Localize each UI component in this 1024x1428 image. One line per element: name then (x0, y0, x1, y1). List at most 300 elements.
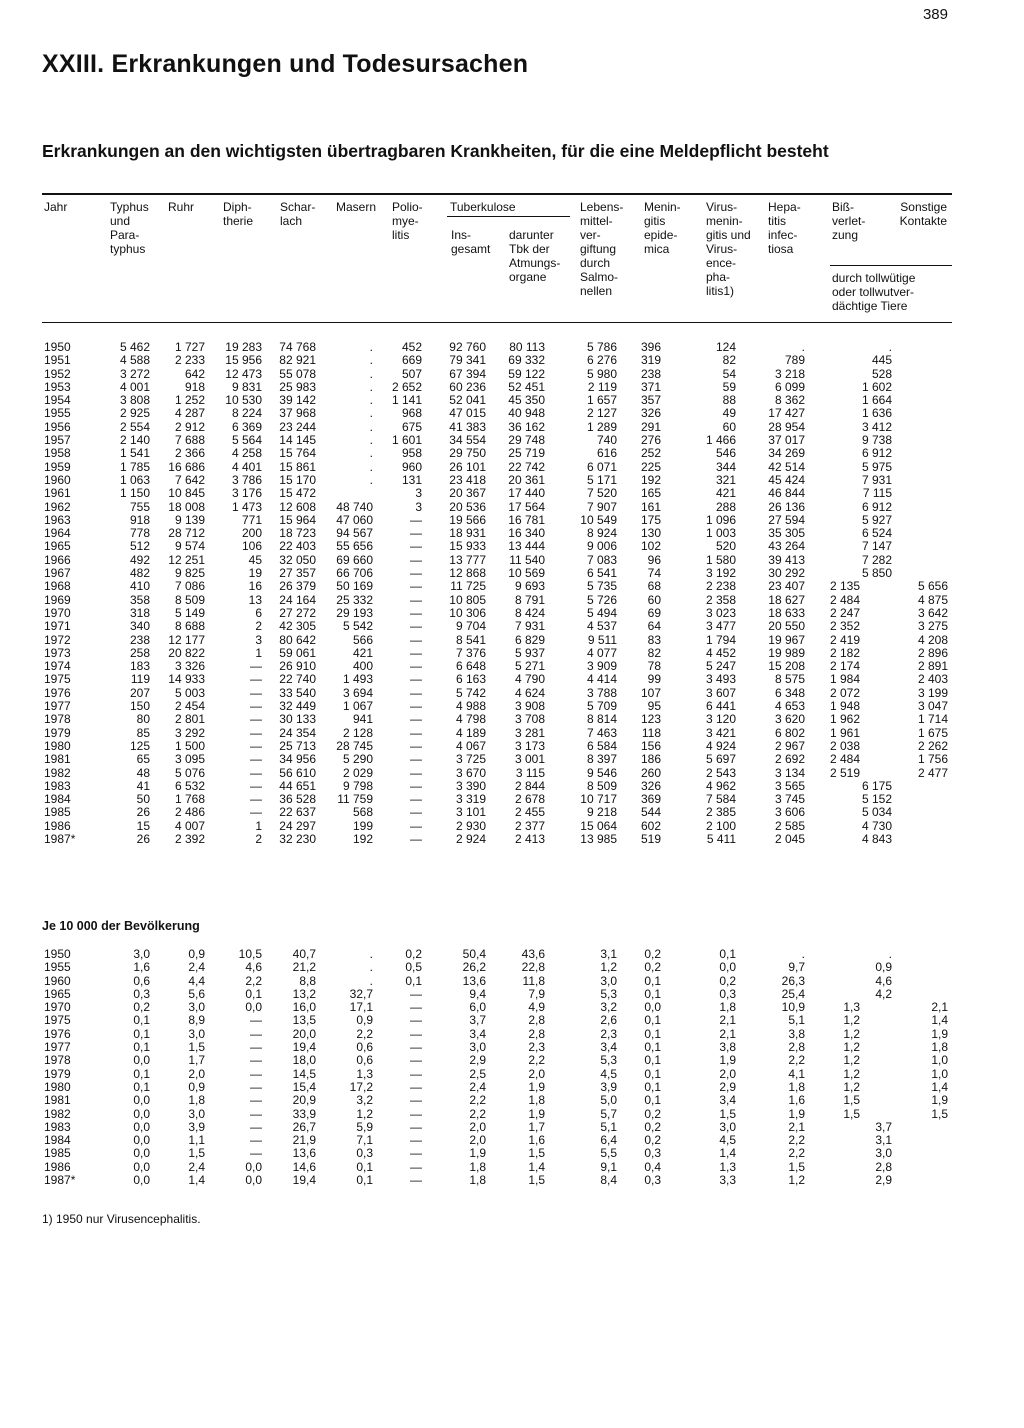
cell-ruhr: 18 008 (168, 499, 205, 514)
cell-tollwut: 4 730 (861, 818, 892, 833)
cell-lebensmittel: 7 520 (586, 486, 617, 501)
cell-year: 1968 (44, 579, 71, 594)
cell-ruhr: 20 822 (168, 645, 205, 660)
table-row (42, 381, 952, 394)
cell-polio: 0,1 (405, 973, 422, 988)
table-row (42, 368, 952, 381)
cell-diphtherie: 0,0 (245, 1173, 262, 1188)
cell-masern: 32,7 (349, 986, 373, 1001)
cell-tbc-atmungsorgane: 16 340 (508, 526, 545, 541)
cell-biss: 2 352 (829, 619, 860, 634)
cell-polio: 960 (401, 459, 422, 474)
cell-biss: 1,2 (843, 1026, 860, 1041)
table-row (42, 1054, 952, 1067)
cell-meningitis: 95 (647, 699, 661, 714)
cell-year: 1960 (44, 973, 71, 988)
cell-scharlach: 33,9 (292, 1106, 316, 1121)
cell-scharlach: 15,4 (292, 1079, 316, 1094)
table-row (42, 687, 952, 700)
cell-hepatitis: 3,8 (788, 1026, 805, 1041)
cell-typhus: 1 541 (119, 446, 150, 461)
cell-typhus: 3 272 (119, 366, 150, 381)
cell-biss: 2 135 (829, 579, 860, 594)
cell-tollwut: 1 636 (861, 406, 892, 421)
cell-year: 1973 (44, 645, 71, 660)
cell-virus: 1,3 (719, 1159, 736, 1174)
cell-sonstige: 2 477 (917, 765, 948, 780)
cell-virus: 0,1 (719, 947, 736, 961)
cell-typhus: 358 (129, 592, 150, 607)
cell-biss: 2 182 (829, 645, 860, 660)
cell-typhus: 85 (136, 725, 150, 740)
cell-tbc-insgesamt: 15 933 (449, 539, 486, 554)
cell-year: 1980 (44, 1079, 71, 1094)
cell-polio: 2 652 (391, 379, 422, 394)
section-title-rates: Je 10 000 der Bevölkerung (42, 919, 200, 933)
cell-typhus: 410 (129, 579, 150, 594)
cell-tbc-atmungsorgane: 2 455 (514, 805, 545, 820)
cell-polio: — (410, 765, 422, 780)
cell-tbc-insgesamt: 12 868 (449, 566, 486, 581)
cell-tbc-insgesamt: 9 704 (455, 619, 486, 634)
cell-virus: 288 (715, 499, 736, 514)
cell-masern: . (369, 353, 373, 368)
cell-diphtherie: 13 (248, 592, 262, 607)
cell-masern: 29 193 (336, 605, 373, 620)
cell-sonstige: 1,9 (931, 1026, 948, 1041)
cell-tbc-atmungsorgane: 1,5 (528, 1173, 545, 1188)
cell-diphtherie: 1 (255, 645, 262, 660)
cell-ruhr: 7 086 (174, 579, 205, 594)
cell-ruhr: 7 642 (174, 472, 205, 487)
cell-scharlach: 80 642 (279, 632, 316, 647)
cell-polio: 0,5 (405, 960, 422, 975)
cell-scharlach: 15 861 (279, 459, 316, 474)
cell-virus: 59 (722, 379, 736, 394)
cell-scharlach: 23 244 (279, 419, 316, 434)
cell-tbc-insgesamt: 2,9 (469, 1053, 486, 1068)
cell-scharlach: 15 964 (279, 512, 316, 527)
cell-polio: — (410, 1079, 422, 1094)
table-row (42, 1174, 952, 1187)
cell-polio: — (410, 752, 422, 767)
cell-hepatitis: 6 348 (774, 685, 805, 700)
cell-lebensmittel: 5 980 (586, 366, 617, 381)
cell-typhus: 50 (136, 792, 150, 807)
cell-ruhr: 2 801 (174, 712, 205, 727)
cell-hepatitis: 2,8 (788, 1040, 805, 1055)
cell-virus: 49 (722, 406, 736, 421)
table-row (42, 434, 952, 447)
cell-diphtherie: — (250, 659, 262, 674)
cell-polio: — (410, 552, 422, 567)
cell-polio: 452 (401, 340, 422, 354)
cell-scharlach: 27 272 (279, 605, 316, 620)
cell-masern: . (369, 419, 373, 434)
cell-masern: 421 (352, 645, 373, 660)
cell-tbc-insgesamt: 3 319 (455, 792, 486, 807)
cell-diphtherie: 0,0 (245, 1159, 262, 1174)
cell-meningitis: 118 (641, 725, 661, 740)
table-row (42, 620, 952, 633)
cell-tbc-atmungsorgane: 3 908 (514, 699, 545, 714)
cell-diphtherie: — (250, 685, 262, 700)
cell-meningitis: 96 (647, 552, 661, 567)
cell-scharlach: 14,5 (292, 1066, 316, 1081)
cell-ruhr: 9 139 (174, 512, 205, 527)
cell-masern: 0,1 (356, 1173, 373, 1188)
cell-year: 1952 (44, 366, 71, 381)
cell-typhus: 1,6 (133, 960, 150, 975)
cell-ruhr: 8 688 (174, 619, 205, 634)
cell-polio: — (410, 512, 422, 527)
cell-scharlach: 25 983 (279, 379, 316, 394)
cell-lebensmittel: 3,4 (600, 1040, 617, 1055)
cell-scharlach: 12 608 (279, 499, 316, 514)
cell-tbc-insgesamt: 50,4 (462, 947, 486, 961)
cell-hepatitis: 20 550 (768, 619, 805, 634)
cell-tbc-atmungsorgane: 17 440 (508, 486, 545, 501)
cell-year: 1980 (44, 738, 71, 753)
cell-diphtherie: — (250, 1079, 262, 1094)
cell-virus: 3,8 (719, 1040, 736, 1055)
cell-typhus: 41 (136, 778, 150, 793)
cell-diphtherie: — (250, 1093, 262, 1108)
cell-year: 1951 (44, 353, 71, 368)
cell-hepatitis: 3 745 (774, 792, 805, 807)
cell-virus: 0,0 (719, 960, 736, 975)
cell-hepatitis: 1,9 (788, 1106, 805, 1121)
cell-masern: 566 (352, 632, 373, 647)
cell-biss: 1,5 (843, 1106, 860, 1121)
cell-tbc-insgesamt: 60 236 (449, 379, 486, 394)
cell-tbc-insgesamt: 8 541 (455, 632, 486, 647)
cell-tbc-atmungsorgane: 11 540 (509, 552, 545, 567)
table-row (42, 594, 952, 607)
cell-virus: 4 452 (705, 645, 736, 660)
cell-scharlach: 33 540 (279, 685, 316, 700)
cell-tbc-insgesamt: 3,4 (469, 1026, 486, 1041)
cell-tbc-atmungsorgane: 2,3 (528, 1040, 545, 1055)
table-row (42, 1161, 952, 1174)
cell-typhus: 340 (129, 619, 150, 634)
cell-year: 1966 (44, 552, 71, 567)
cell-scharlach: 39 142 (279, 393, 316, 408)
cell-hepatitis: 42 514 (768, 459, 805, 474)
cell-typhus: 3,0 (133, 947, 150, 961)
cell-diphtherie: 4 401 (231, 459, 262, 474)
cell-tbc-atmungsorgane: 2 678 (514, 792, 545, 807)
cell-typhus: 4 001 (119, 379, 150, 394)
cell-biss: 2 484 (829, 592, 860, 607)
cell-year: 1956 (44, 419, 71, 434)
cell-ruhr: 2 392 (174, 831, 205, 846)
table-row (42, 1147, 952, 1160)
cell-tbc-atmungsorgane: 6 829 (514, 632, 545, 647)
cell-meningitis: 0,2 (644, 1133, 661, 1148)
cell-diphtherie: — (250, 778, 262, 793)
cell-tbc-insgesamt: 34 554 (449, 433, 486, 448)
cell-tollwut: 3,1 (875, 1133, 892, 1148)
cell-tbc-atmungsorgane: 59 122 (508, 366, 545, 381)
cell-polio: 958 (401, 446, 422, 461)
cell-year: 1977 (44, 1040, 71, 1055)
cell-diphtherie: — (250, 792, 262, 807)
cell-tbc-atmungsorgane: 8 424 (514, 605, 545, 620)
cell-tbc-atmungsorgane: 5 271 (514, 659, 545, 674)
cell-ruhr: 6 532 (174, 778, 205, 793)
cell-tollwut: 0,9 (875, 960, 892, 975)
cell-year: 1953 (44, 379, 71, 394)
cell-masern: 47 060 (336, 512, 373, 527)
cell-typhus: 238 (129, 632, 150, 647)
cell-hepatitis: 25,4 (781, 986, 805, 1001)
cell-ruhr: 2 233 (174, 353, 205, 368)
cell-virus: 1 003 (705, 526, 736, 541)
cell-diphtherie: 771 (241, 512, 262, 527)
cell-lebensmittel: 5,0 (600, 1093, 617, 1108)
cell-biss: 2 419 (829, 632, 860, 647)
cell-polio: — (410, 1013, 422, 1028)
cell-tbc-atmungsorgane: 3 708 (514, 712, 545, 727)
cell-hepatitis: 17 427 (768, 406, 805, 421)
cell-year: 1972 (44, 632, 71, 647)
table-row (42, 948, 952, 961)
cell-typhus: 2 925 (119, 406, 150, 421)
cell-polio: — (410, 685, 422, 700)
table-row (42, 527, 952, 540)
cell-polio: 131 (401, 472, 422, 487)
cell-meningitis: 291 (640, 419, 661, 434)
cell-ruhr: 14 933 (168, 672, 205, 687)
cell-tbc-atmungsorgane: 69 332 (508, 353, 545, 368)
cell-hepatitis: 15 208 (768, 659, 805, 674)
cell-ruhr: 4,4 (188, 973, 205, 988)
cell-tbc-atmungsorgane: 1,7 (528, 1119, 545, 1134)
cell-hepatitis: 1,6 (788, 1093, 805, 1108)
cell-sonstige: 1,4 (931, 1079, 948, 1094)
cell-tbc-insgesamt: 2,2 (469, 1093, 486, 1108)
cell-sonstige: 1 675 (917, 725, 948, 740)
cell-typhus: 48 (136, 765, 150, 780)
cell-ruhr: 2 366 (174, 446, 205, 461)
cell-masern: 7,1 (356, 1133, 373, 1148)
cell-hepatitis: 1,8 (788, 1079, 805, 1094)
table-row (42, 833, 952, 846)
cell-polio: — (410, 619, 422, 634)
cell-hepatitis: 1,2 (788, 1173, 805, 1188)
cell-virus: 546 (715, 446, 736, 461)
cell-masern: 5 290 (342, 752, 373, 767)
cell-lebensmittel: 6 541 (586, 566, 617, 581)
cell-virus: 5 247 (705, 659, 736, 674)
cell-polio: — (410, 738, 422, 753)
table-row (42, 1081, 952, 1094)
cell-tbc-insgesamt: 2,5 (469, 1066, 486, 1081)
cell-meningitis: 156 (640, 738, 661, 753)
table-row (42, 540, 952, 553)
cell-scharlach: 15 472 (279, 486, 316, 501)
cell-tbc-insgesamt: 41 383 (449, 419, 486, 434)
cell-tbc-atmungsorgane: 45 350 (508, 393, 545, 408)
cell-scharlach: 32 050 (279, 552, 316, 567)
cell-polio: 675 (401, 419, 422, 434)
cell-scharlach: 22 403 (279, 539, 316, 554)
cell-lebensmittel: 7 463 (586, 725, 617, 740)
cell-sonstige: 1,0 (931, 1053, 948, 1068)
cell-lebensmittel: 6,4 (600, 1133, 617, 1148)
cell-sonstige: 3 642 (917, 605, 948, 620)
cell-typhus: 0,6 (133, 973, 150, 988)
cell-tollwut: 5 927 (861, 512, 892, 527)
cell-meningitis: 60 (647, 592, 661, 607)
cell-scharlach: 21,9 (292, 1133, 316, 1148)
cell-polio: 3 (415, 486, 422, 501)
cell-tbc-insgesamt: 3 390 (455, 778, 486, 793)
cell-ruhr: 2 912 (174, 419, 205, 434)
cell-tollwut: 2,8 (875, 1159, 892, 1174)
cell-hepatitis: 18 633 (768, 605, 805, 620)
cell-tbc-insgesamt: 9,4 (469, 986, 486, 1001)
table-row (42, 780, 952, 793)
cell-year: 1987* (44, 831, 76, 846)
cell-diphtherie: 1 (255, 818, 262, 833)
cell-scharlach: 26,7 (292, 1119, 316, 1134)
cell-tollwut: 3,7 (875, 1119, 892, 1134)
cell-sonstige: 3 047 (917, 699, 948, 714)
header-tbc-atmungsorgane: darunter Tbk der Atmungs- organe (509, 228, 561, 284)
cell-masern: 69 660 (336, 552, 373, 567)
cell-tbc-insgesamt: 92 760 (449, 340, 486, 354)
cell-virus: 3 493 (705, 672, 736, 687)
cell-hepatitis: 19 967 (768, 632, 805, 647)
cell-scharlach: 14,6 (292, 1159, 316, 1174)
header-meningitis: Menin- gitis epide- mica (644, 200, 681, 256)
cell-diphtherie: — (250, 1066, 262, 1081)
cell-tbc-insgesamt: 4 189 (455, 725, 486, 740)
cell-year: 1982 (44, 765, 71, 780)
cell-masern: 25 332 (336, 592, 373, 607)
header-diphtherie: Diph- therie (223, 200, 254, 228)
cell-tbc-insgesamt: 67 394 (449, 366, 486, 381)
cell-lebensmittel: 8 509 (586, 778, 617, 793)
cell-scharlach: 44 651 (279, 778, 316, 793)
cell-meningitis: 396 (640, 340, 661, 354)
cell-typhus: 125 (129, 738, 150, 753)
cell-scharlach: 13,5 (292, 1013, 316, 1028)
cell-hepatitis: . (801, 340, 805, 354)
cell-lebensmittel: 4 537 (586, 619, 617, 634)
cell-year: 1959 (44, 459, 71, 474)
absolute-values-table (42, 341, 952, 846)
cell-scharlach: 30 133 (279, 712, 316, 727)
cell-masern: 48 740 (336, 499, 373, 514)
cell-scharlach: 15 170 (279, 472, 316, 487)
cell-typhus: 0,1 (133, 1026, 150, 1041)
cell-polio: — (410, 1119, 422, 1134)
cell-polio: — (410, 792, 422, 807)
cell-meningitis: 82 (647, 645, 661, 660)
cell-scharlach: 14 145 (279, 433, 316, 448)
cell-ruhr: 9 574 (174, 539, 205, 554)
cell-scharlach: 16,0 (292, 1000, 316, 1015)
cell-meningitis: 0,2 (644, 947, 661, 961)
cell-hepatitis: 2 967 (774, 738, 805, 753)
cell-tbc-insgesamt: 5 742 (455, 685, 486, 700)
cell-tbc-atmungsorgane: 13 444 (508, 539, 545, 554)
cell-hepatitis: 2,1 (788, 1119, 805, 1134)
cell-masern: 1,3 (356, 1066, 373, 1081)
cell-tbc-atmungsorgane: 22 742 (508, 459, 545, 474)
table-row (42, 461, 952, 474)
cell-scharlach: 15 764 (279, 446, 316, 461)
cell-virus: 2,9 (719, 1079, 736, 1094)
cell-lebensmittel: 5 735 (586, 579, 617, 594)
cell-polio: 1 141 (391, 393, 422, 408)
cell-virus: 0,2 (719, 973, 736, 988)
cell-diphtherie: 8 224 (231, 406, 262, 421)
cell-scharlach: 19,4 (292, 1173, 316, 1188)
cell-ruhr: 2,4 (188, 1159, 205, 1174)
cell-virus: 54 (722, 366, 736, 381)
cell-diphtherie: 16 (248, 579, 262, 594)
cell-polio: — (410, 1066, 422, 1081)
cell-hepatitis: 3 134 (774, 765, 805, 780)
cell-meningitis: 123 (640, 712, 661, 727)
cell-typhus: 0,0 (133, 1093, 150, 1108)
cell-hepatitis: 3 620 (774, 712, 805, 727)
cell-biss: 1 948 (829, 699, 860, 714)
cell-typhus: 0,1 (133, 1079, 150, 1094)
cell-tollwut: 528 (871, 366, 892, 381)
cell-virus: 2 543 (705, 765, 736, 780)
cell-tbc-atmungsorgane: 5 937 (514, 645, 545, 660)
cell-ruhr: 3,0 (188, 1000, 205, 1015)
cell-diphtherie: — (250, 712, 262, 727)
cell-virus: 3 023 (705, 605, 736, 620)
cell-lebensmittel: 9 511 (587, 632, 617, 647)
cell-virus: 3 192 (705, 566, 736, 581)
cell-meningitis: 0,1 (644, 1040, 661, 1055)
cell-ruhr: 3 326 (174, 659, 205, 674)
cell-tbc-insgesamt: 2,4 (469, 1079, 486, 1094)
cell-virus: 1,5 (719, 1106, 736, 1121)
cell-diphtherie: — (250, 738, 262, 753)
cell-diphtherie: 12 473 (225, 366, 262, 381)
cell-sonstige: 4 875 (917, 592, 948, 607)
cell-tbc-insgesamt: 52 041 (449, 393, 486, 408)
cell-virus: 3 120 (705, 712, 736, 727)
cell-lebensmittel: 2,6 (600, 1013, 617, 1028)
cell-lebensmittel: 5,5 (600, 1146, 617, 1161)
cell-polio: 0,2 (405, 947, 422, 961)
cell-year: 1964 (44, 526, 71, 541)
cell-year: 1986 (44, 818, 71, 833)
table-row (42, 753, 952, 766)
cell-virus: 60 (722, 419, 736, 434)
cell-lebensmittel: 10 717 (580, 792, 617, 807)
cell-scharlach: 18,0 (292, 1053, 316, 1068)
cell-typhus: 0,0 (133, 1159, 150, 1174)
cell-diphtherie: 3 176 (231, 486, 262, 501)
cell-hepatitis: 6 802 (774, 725, 805, 740)
cell-tbc-atmungsorgane: 17 564 (508, 499, 545, 514)
cell-polio: 507 (401, 366, 422, 381)
table-row (42, 580, 952, 593)
cell-lebensmittel: 5,7 (600, 1106, 617, 1121)
cell-scharlach: 13,2 (292, 986, 316, 1001)
cell-year: 1974 (44, 659, 71, 674)
